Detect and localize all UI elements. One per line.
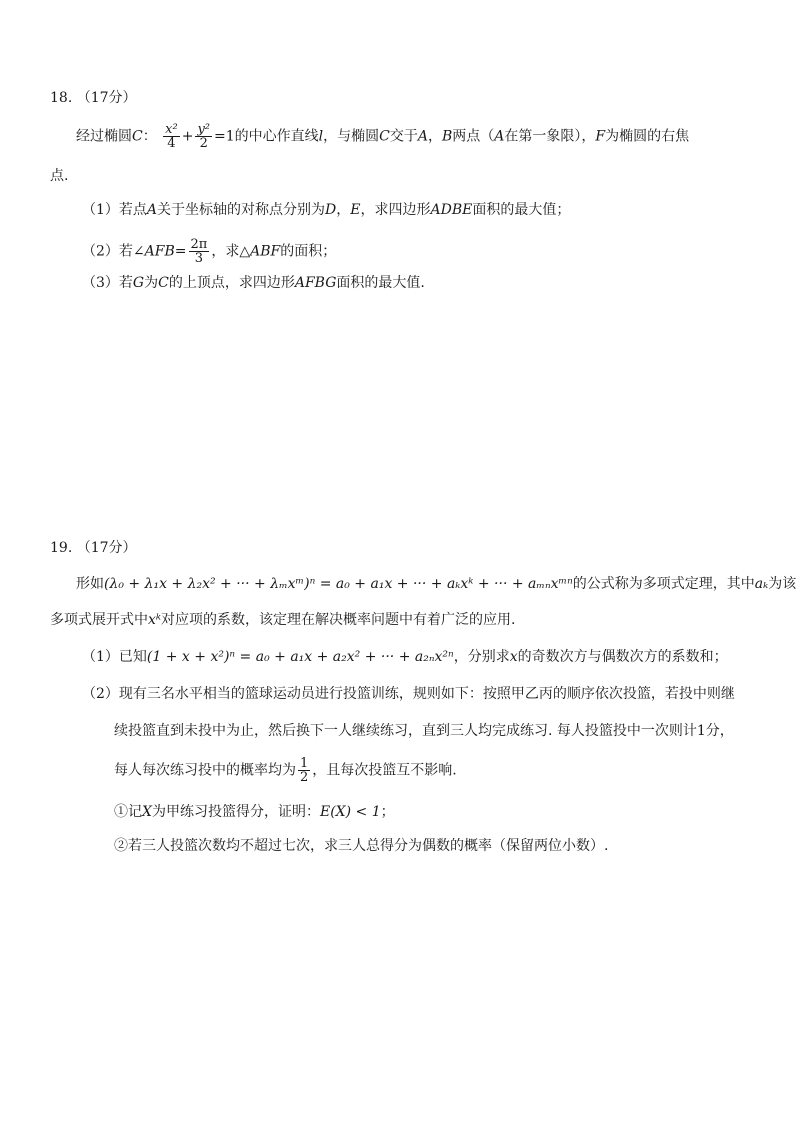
q18-part1 (82, 200, 570, 220)
q18-part3-text: 面积的最大值. (336, 275, 425, 291)
q19-intro-text: 多项式展开式中 (50, 612, 148, 628)
q18-plus: + (181, 128, 194, 145)
q18-var-ABF: ABF (250, 243, 281, 260)
fraction-denominator: 2 (195, 136, 212, 150)
q18-stem-text: 两点（ (452, 128, 495, 145)
q18-var-l: l (318, 128, 324, 145)
q18-stem-line2: 点. (50, 168, 69, 184)
q18-part3-text: 的上顶点，求四边形 (168, 275, 295, 291)
q18-part1-text: 面积的最大值； (472, 202, 571, 218)
q19-sub1 (114, 802, 395, 822)
q18-stem-text: ， (427, 128, 442, 145)
fraction-numerator: y² (197, 122, 211, 137)
q18-part1-text: ，求四边形 (360, 202, 431, 218)
q19-var-X: X (142, 804, 152, 820)
q18-part3-label: （3）若 (82, 275, 133, 291)
q19-sub1-text: 为甲练习投篮得分，证明： (151, 804, 320, 820)
q18-var-F: F (595, 128, 606, 145)
q18-stem-text: 在第一象限）， (504, 128, 596, 145)
q18-var-D: D (325, 202, 337, 218)
q18-stem-text: 的中心作直线 (234, 128, 319, 145)
q19-part2-line1: （2）现有三名水平相当的篮球运动员进行投篮训练，规则如下：按照甲乙丙的顺序依次投篮，若投中则继 (82, 686, 735, 702)
q18-stem-line1 (76, 123, 689, 150)
q18-var-C: C (379, 128, 390, 145)
q18-part3 (82, 273, 425, 293)
q18-header: 18. （17分） (50, 90, 137, 106)
q18-var-G: G (132, 275, 145, 291)
fraction-numerator: 2π (190, 237, 208, 252)
q19-intro-text: 对应项的系数，该定理在解决概率问题中有着广泛的应用. (161, 612, 516, 628)
q18-stem-text: 交于 (389, 128, 418, 145)
q19-probability-fraction (298, 757, 310, 784)
q18-part2 (82, 238, 336, 265)
q18-angle-AFB: ∠AFB (132, 243, 175, 260)
fraction-denominator: 3 (189, 251, 210, 265)
q18-var-A: A (417, 128, 428, 145)
q18-equals: = (174, 243, 187, 260)
q18-part1-text: 关于坐标轴的对称点分别为 (157, 202, 326, 218)
q19-part1-formula: (1 + x + x²)ⁿ = a₀ + a₁x + a₂x² + ··· + a₂ₙx²ⁿ (146, 649, 454, 665)
fraction-denominator: 4 (163, 136, 180, 150)
q18-ellipse-x-fraction (163, 123, 180, 150)
fraction-numerator: 1 (300, 756, 309, 771)
q19-sub1-label: ①记 (114, 804, 142, 820)
q18-angle-fraction (189, 238, 210, 265)
q19-part2-line2: 续投篮直到未投中为止，然后换下一人继续练习，直到三人均完成练习. 每人投篮投中一次则计1分， (114, 723, 734, 739)
q19-intro-text: 形如 (76, 576, 104, 592)
q19-header: 19. （17分） (50, 540, 137, 556)
q18-var-A: A (146, 202, 158, 218)
q18-part2-label: （2）若 (82, 243, 133, 260)
q18-stem-text: 为椭圆的右焦 (605, 128, 690, 145)
q19-sub1-text: ； (380, 804, 395, 820)
q18-var-E: E (350, 202, 361, 218)
fraction-denominator: 2 (300, 770, 309, 785)
q18-stem-text: ，与椭圆 (323, 128, 380, 145)
q19-part1 (82, 647, 728, 667)
q18-equals: =1 (214, 128, 235, 145)
q19-intro-text: 为该 (768, 576, 797, 592)
q19-part2-line3 (114, 757, 457, 784)
fraction-numerator: x² (165, 122, 178, 137)
q18-stem-text: ： (142, 128, 157, 145)
q18-part2-text: ，求△ (211, 243, 251, 260)
q19-var-x: x (509, 649, 518, 665)
q18-part2-text: 的面积； (280, 243, 337, 260)
q18-var-AFBG: AFBG (294, 275, 337, 291)
q18-ellipse-y-fraction (195, 123, 212, 150)
q19-sub1-formula: E(X) < 1 (319, 804, 381, 820)
q18-var-C: C (132, 128, 143, 145)
q18-var-ADBE: ADBE (430, 202, 473, 218)
q19-intro-text: 的公式称为多项式定理，其中 (572, 576, 755, 592)
q19-var-ak: aₖ (754, 576, 769, 592)
q19-var-xk: xᵏ (148, 612, 162, 628)
q19-part1-text: ，分别求 (453, 649, 510, 665)
q19-part1-label: （1）已知 (82, 649, 147, 665)
q18-stem-text: 经过椭圆 (76, 128, 132, 145)
q18-part1-text: ， (336, 202, 351, 218)
q18-var-A: A (494, 128, 505, 145)
q19-part1-text: 的奇数次方与偶数次方的系数和； (517, 649, 728, 665)
q18-part3-text: 为 (144, 275, 159, 291)
q19-sub2: ②若三人投篮次数均不超过七次，求三人总得分为偶数的概率（保留两位小数）. (114, 838, 609, 854)
q19-part2-text: ，且每次投篮互不影响. (312, 762, 457, 779)
q19-multinomial-formula: (λ₀ + λ₁x + λ₂x² + ··· + λₘxᵐ)ⁿ = a₀ + a₁x + ··· + aₖxᵏ + ··· + aₘₙxᵐⁿ (104, 576, 573, 592)
q18-var-C: C (158, 275, 169, 291)
q18-var-B: B (441, 128, 453, 145)
q19-intro-line1 (76, 574, 796, 594)
q19-part2-text: 每人每次练习投中的概率均为 (114, 762, 296, 779)
q19-intro-line2 (50, 610, 515, 630)
q18-part1-label: （1）若点 (82, 202, 147, 218)
